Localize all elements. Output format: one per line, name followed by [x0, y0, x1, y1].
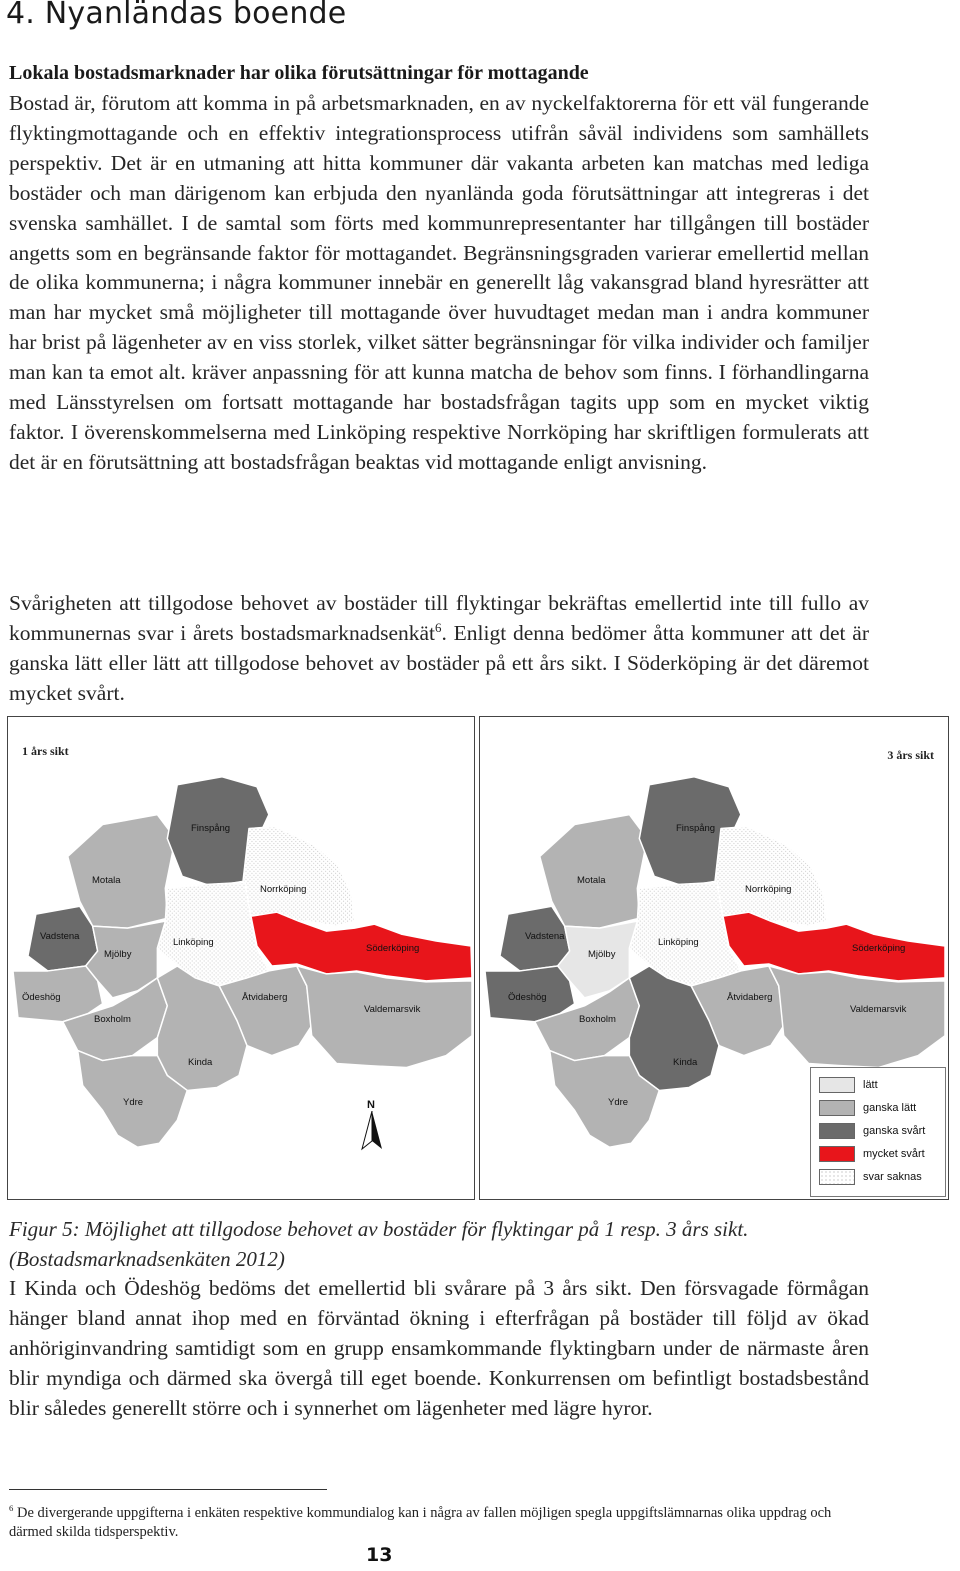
legend-label: mycket svårt: [863, 1148, 925, 1160]
label-soderkoping: Söderköping: [852, 943, 906, 954]
legend-swatch: [819, 1146, 855, 1162]
map-1-year-graphic: [8, 717, 474, 1199]
legend-swatch: [819, 1100, 855, 1116]
label-odeshog: Ödeshög: [22, 992, 61, 1003]
legend-swatch: [819, 1169, 855, 1185]
north-arrow-icon: [360, 1111, 384, 1151]
north-arrow: [360, 1099, 384, 1151]
caption-line-1: Figur 5: Möjlighet att tillgodose behovet av bostäder för flyktingar på 1 resp. 3 års sikt.: [9, 1217, 749, 1241]
paragraph-2: [9, 589, 869, 709]
label-soderkoping: Söderköping: [366, 943, 420, 954]
label-boxholm: Boxholm: [94, 1014, 131, 1025]
label-motala: Motala: [92, 875, 121, 886]
footnote-text: De divergerande uppgifterna i enkäten respektive kommundialog kan i några av fallen möjligen spegla uppgiftslämnarnas olika uppdrag och därmed skilda tidsperspektiv.: [9, 1505, 832, 1540]
label-mjolby: Mjölby: [588, 949, 616, 960]
region-norrkoping: [715, 827, 827, 929]
region-motala: [540, 815, 648, 929]
page-number: 13: [366, 1544, 393, 1566]
map-3-year-title: 3 års sikt: [887, 748, 934, 762]
label-vadstena: Vadstena: [525, 931, 565, 942]
paragraph-2-end: . Enligt denna bedömer åtta kommuner att det är ganska lätt eller lätt att tillgodose behovet av bostäder på ett års sikt. I Söderköping är det däremot mycket svårt.: [9, 620, 869, 705]
legend-label: svar saknas: [863, 1171, 922, 1183]
label-atvidaberg: Åtvidaberg: [242, 992, 288, 1003]
region-motala: [68, 815, 176, 929]
section-subheading: Lokala bostadsmarknader har olika förutsättningar för mottagande: [9, 62, 589, 84]
label-norrkoping: Norrköping: [260, 884, 307, 895]
legend-label: lätt: [863, 1079, 878, 1091]
legend-item-svar-saknas: [819, 1168, 922, 1186]
paragraph-3: I Kinda och Ödeshög bedöms det emellertid bli svårare på 3 års sikt. Den försvagade förmågan hänger bland annat ihop med en förväntad ökning i efterfrågan på bostäder till följd av ökad anhöriginvandring samtidigt som en grupp ensamkommande flyktingbarn under de närmaste åren blir myndiga och därmed ska övergå till eget boende. Konkurrensen om befintligt bostadsbestånd blir således generellt större och i synnerhet om lägenheter med lägre hyror.: [9, 1276, 869, 1420]
label-boxholm: Boxholm: [579, 1014, 616, 1025]
footnote: [9, 1504, 869, 1542]
label-motala: Motala: [577, 875, 606, 886]
legend-item-ganska-svart: [819, 1122, 925, 1140]
label-kinda: Kinda: [673, 1057, 698, 1068]
map-1-year-title: 1 års sikt: [22, 744, 69, 758]
caption-line-2: (Bostadsmarknadsenkäten 2012): [9, 1246, 285, 1271]
page-heading: 4. Nyanländas boende: [6, 0, 347, 31]
footnote-reference[interactable]: 6: [435, 620, 442, 635]
figure-maps: [7, 716, 949, 1202]
footnote-divider: [9, 1489, 327, 1490]
label-vadstena: Vadstena: [40, 931, 80, 942]
paragraph-1: Bostad är, förutom att komma in på arbetsmarknaden, en av nyckelfaktorerna för ett väl fungerande flyktingmottagande och en effektiv integrationsprocess utifrån såväl individens som samhällets perspektiv. Det är en utmaning att hitta kommuner där vakanta arbeten kan matchas med lediga bostäder och man därigenom kan erbjuda den nyanlända goda förutsättningar att integreras i det svenska samhället. I de samtal som förts med kommunrepresentanter har tillgången till bostäder angetts som en begränsande faktor för mottagandet. Begränsningsgraden varierar emellertid mellan de olika kommunerna; i några kommuner innebär en generellt låg vakansgrad bland hyresrätter att man har mycket små möjligheter till mottagande över huvudtaget medan man i andra kommuner har brist på lägenheter av en viss storlek, vilket sätter begränsningar för vilka individer och familjer man kan ta emot alt. kräver anpassning för att kunna matcha de behov som finns. I förhandlingarna med Länsstyrelsen om fortsatt mottagande har bostadsfrågan tagits upp som en mycket viktig faktor. I överenskommelserna med Linköping respektive Norrköping har skriftligen formulerats att det är en förutsättning att bostadsfrågan beaktas vid mottagande enligt anvisning.: [9, 91, 869, 474]
legend-swatch: [819, 1077, 855, 1093]
legend-swatch: [819, 1123, 855, 1139]
label-kinda: Kinda: [188, 1057, 213, 1068]
north-label: N: [367, 1099, 375, 1111]
map-1-year: [7, 716, 475, 1200]
label-linkoping: Linköping: [173, 937, 214, 948]
legend-item-mycket-svart: [819, 1145, 925, 1163]
legend-item-latt: [819, 1076, 878, 1094]
legend-label: ganska svårt: [863, 1125, 926, 1137]
label-norrkoping: Norrköping: [745, 884, 792, 895]
figure-caption: [9, 1215, 909, 1274]
label-valdemarsvik: Valdemarsvik: [364, 1004, 421, 1015]
label-mjolby: Mjölby: [104, 949, 132, 960]
label-finspang: Finspång: [676, 823, 716, 834]
label-odeshog: Ödeshög: [508, 992, 547, 1003]
map-legend: [810, 1067, 946, 1197]
label-atvidaberg: Åtvidaberg: [727, 992, 773, 1003]
label-valdemarsvik: Valdemarsvik: [850, 1004, 907, 1015]
region-valdemarsvik: [769, 966, 945, 1068]
label-linkoping: Linköping: [658, 937, 699, 948]
region-norrkoping: [243, 827, 355, 929]
footnote-number: 6: [9, 1503, 14, 1514]
paragraph-2-start: Svårigheten att tillgodose behovet av bostäder till flyktingar bekräftas emellertid inte till fullo av kommunernas svar i årets bostadsmarknadsenkät: [9, 591, 869, 645]
legend-item-ganska-latt: [819, 1099, 916, 1117]
region-valdemarsvik: [297, 966, 472, 1068]
label-finspang: Finspång: [191, 823, 231, 834]
map-3-year: [479, 716, 949, 1200]
legend-label: ganska lätt: [863, 1102, 917, 1114]
label-ydre: Ydre: [123, 1097, 144, 1108]
label-ydre: Ydre: [608, 1097, 629, 1108]
